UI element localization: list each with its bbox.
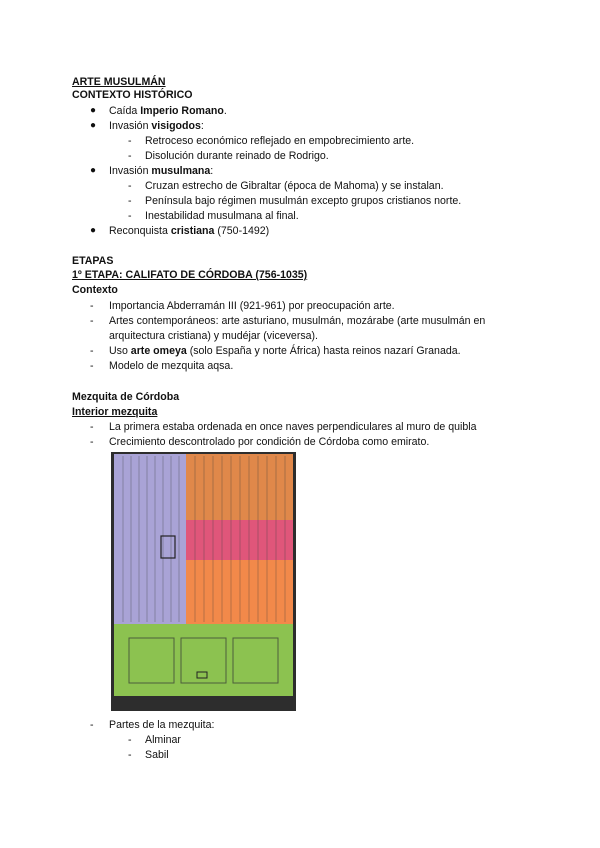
dash-icon: - (90, 300, 94, 312)
bullet-icon: ● (90, 105, 97, 116)
dash-icon: - (128, 135, 132, 147)
sub-item: Disolución durante reinado de Rodrigo. (145, 150, 329, 162)
mezquita-heading: Mezquita de Córdoba (72, 391, 180, 403)
context-item: Reconquista cristiana (750-1492) (109, 225, 270, 237)
dash-icon: - (128, 150, 132, 162)
dash-icon: - (128, 210, 132, 222)
mezquita-item: La primera estaba ordenada en once naves perpendiculares al muro de quibla (109, 421, 477, 433)
bullet-icon: ● (90, 120, 97, 131)
plan-zone-orange-mid (186, 560, 293, 624)
dash-icon: - (90, 315, 94, 327)
ctx-item: Modelo de mezquita aqsa. (109, 360, 234, 372)
dash-icon: - (128, 195, 132, 207)
dash-icon: - (90, 719, 94, 731)
parte-item: Sabil (145, 749, 169, 761)
plan-minaret (243, 696, 259, 711)
etapas-heading: ETAPAS (72, 255, 114, 267)
ctx-item: Importancia Abderramán III (921-961) por preocupación arte. (109, 300, 395, 312)
context-item: Invasión musulmana: (109, 165, 214, 177)
dash-icon: - (128, 180, 132, 192)
bullet-icon: ● (90, 165, 97, 176)
stage1-heading: 1º ETAPA: CALIFATO DE CÓRDOBA (756-1035) (72, 269, 308, 281)
sub-item: Inestabilidad musulmana al final. (145, 210, 299, 222)
context-heading: CONTEXTO HISTÓRICO (72, 89, 193, 101)
ctx-item: Uso arte omeya (solo España y norte África) hasta reinos nazarí Granada. (109, 345, 461, 357)
plan-zone-green (114, 624, 293, 696)
interior-heading: Interior mezquita (72, 406, 158, 418)
sub-item: Cruzan estrecho de Gibraltar (época de Mahoma) y se instalan. (145, 180, 444, 192)
sub-item: Retroceso económico reflejado en empobrecimiento arte. (145, 135, 415, 147)
dash-icon: - (128, 734, 132, 746)
dash-icon: - (90, 360, 94, 372)
plan-zone-pink (186, 520, 293, 560)
context-item: Invasión visigodos: (109, 120, 204, 132)
doc-title: ARTE MUSULMÁN (72, 76, 166, 88)
mezquita-floor-plan-image (111, 452, 296, 711)
dash-icon: - (90, 345, 94, 357)
dash-icon: - (90, 421, 94, 433)
contexto-heading: Contexto (72, 284, 118, 296)
ctx-item: Artes contemporáneos: arte asturiano, musulmán, mozárabe (arte musulmán en (109, 315, 486, 327)
parte-item: Alminar (145, 734, 181, 746)
mezquita-item: Crecimiento descontrolado por condición de Córdoba como emirato. (109, 436, 430, 448)
context-item: Caída Imperio Romano. (109, 105, 227, 117)
dash-icon: - (90, 436, 94, 448)
plan-zone-orange-top (186, 454, 293, 520)
partes-label: Partes de la mezquita: (109, 719, 215, 731)
dash-icon: - (128, 749, 132, 761)
sub-item: Península bajo régimen musulmán excepto grupos cristianos norte. (145, 195, 462, 207)
ctx-item-cont: arquitectura cristiana) y mudéjar (viceversa). (109, 330, 319, 342)
bullet-icon: ● (90, 225, 97, 236)
